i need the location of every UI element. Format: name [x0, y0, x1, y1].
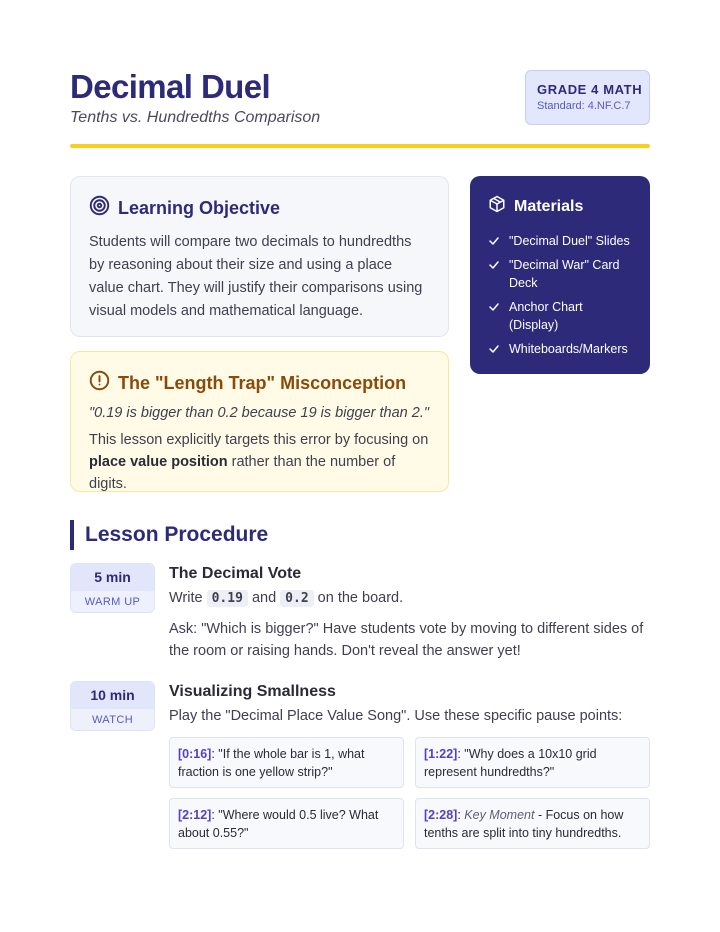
instruction-text: Write: [169, 590, 207, 606]
pause-question: :: [457, 808, 465, 822]
material-label: "Decimal Duel" Slides: [509, 234, 630, 248]
objective-title: Learning Objective: [118, 197, 281, 218]
pause-point-card: [169, 798, 404, 849]
timestamp-link[interactable]: [0:16]: [178, 747, 212, 761]
learning-objective-card: [70, 176, 449, 337]
time-phase: WARM UP: [84, 596, 141, 608]
misconception-title: The "Length Trap" Misconception: [118, 372, 407, 393]
step-body: [169, 683, 650, 727]
pause-question: : "Why does a 10x10 grid represent hundredths?": [424, 747, 597, 779]
pause-point-card: [169, 737, 404, 788]
objective-text: Students will compare two decimals to hundredths by reasoning about their size and using a place value chart. They will justify their comparisons using visual models and mathematical language.: [89, 234, 423, 319]
pause-point-card: [415, 798, 650, 849]
instruction-text: on the board.: [313, 590, 404, 606]
page-subtitle: Tenths vs. Hundredths Comparison: [70, 109, 321, 126]
timestamp-link[interactable]: [2:12]: [178, 808, 212, 822]
material-item: [488, 340, 632, 358]
material-label: Whiteboards/Markers: [509, 342, 628, 356]
materials-list: [488, 232, 632, 358]
misconception-quote: "0.19 is bigger than 0.2 because 19 is bigger than 2.": [89, 405, 429, 421]
misconception-emphasis: place value position: [89, 454, 228, 470]
header-divider: [70, 144, 650, 148]
time-phase: WATCH: [91, 714, 134, 726]
pause-note: - Focus on how tenths are split into tiny hundredths.: [424, 808, 624, 840]
misconception-text: [89, 429, 430, 495]
alert-circle-icon: [89, 370, 110, 396]
material-label: "Decimal War" Card Deck: [509, 258, 620, 290]
time-duration: 5 min: [71, 564, 154, 591]
misconception-text-end: rather than the number of digits.: [89, 454, 396, 492]
step-title: Visualizing Smallness: [169, 683, 336, 700]
materials-title: Materials: [514, 197, 584, 215]
target-icon: [89, 195, 110, 221]
procedure-heading: Lesson Procedure: [70, 520, 268, 550]
step-instruction: Play the "Decimal Place Value Song". Use these specific pause points:: [169, 708, 623, 724]
page-title: Decimal Duel: [70, 68, 271, 105]
check-icon: [488, 258, 500, 276]
material-label: Anchor Chart (Display): [509, 300, 583, 332]
material-item: [488, 232, 632, 250]
step-instruction: [169, 587, 650, 610]
timestamp-link[interactable]: [2:28]: [424, 808, 458, 822]
pause-question: : "If the whole bar is 1, what fraction is one yellow strip?": [178, 747, 365, 779]
step-body: [169, 565, 650, 662]
pause-question: : "Where would 0.5 live? What about 0.55?": [178, 808, 379, 840]
time-badge: [70, 681, 155, 731]
key-moment-label: Key Moment: [464, 808, 535, 822]
timestamp-link[interactable]: [1:22]: [424, 747, 458, 761]
page-header: [70, 66, 650, 148]
material-item: [488, 298, 632, 334]
check-icon: [488, 234, 500, 252]
decimal-code: 0.2: [280, 590, 313, 607]
instruction-text: and: [247, 590, 281, 606]
grade-label: GRADE 4 MATH: [537, 82, 643, 97]
check-icon: [488, 300, 500, 318]
materials-card: [470, 176, 650, 374]
step-title: The Decimal Vote: [169, 565, 302, 582]
time-badge: [70, 563, 155, 613]
grade-badge: [525, 70, 650, 125]
standard-label: Standard: 4.NF.C.7: [537, 100, 631, 112]
check-icon: [488, 342, 500, 360]
step-detail: Ask: "Which is bigger?" Have students vote by moving to different sides of the room or raising hands. Don't reveal the answer yet!: [169, 621, 644, 659]
decimal-code: 0.19: [207, 590, 248, 607]
material-item: [488, 256, 632, 292]
box-icon: [488, 195, 506, 218]
pause-point-card: [415, 737, 650, 788]
misconception-card: [70, 351, 449, 492]
time-duration: 10 min: [71, 682, 154, 709]
misconception-text-start: This lesson explicitly targets this error by focusing on: [89, 432, 429, 448]
